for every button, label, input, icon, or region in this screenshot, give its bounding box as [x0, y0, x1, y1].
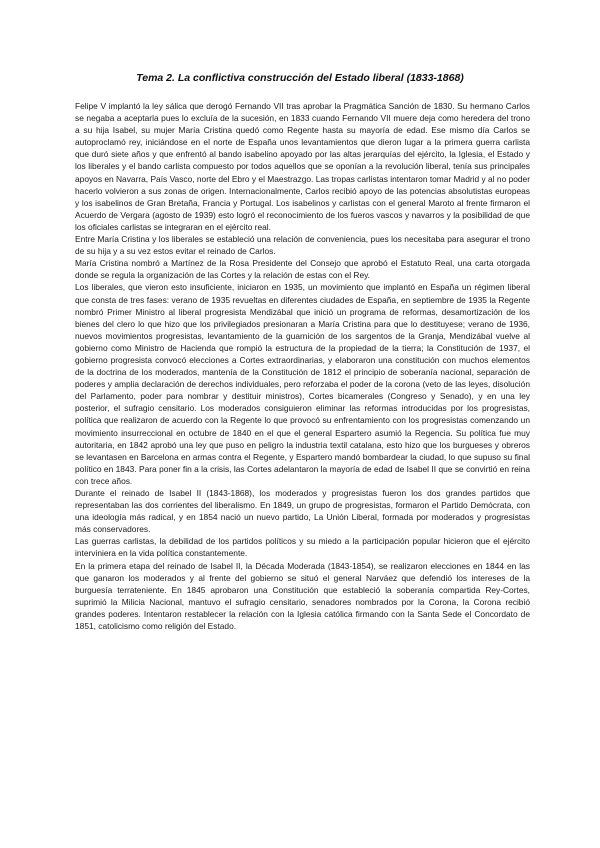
- paragraph: Durante el reinado de Isabel II (1843-1868), los moderados y progresistas fueron los dos grandes partidos que representaban las dos corrientes del liberalismo. En 1849, un grupo de progresistas, formaron el Partido Demócrata, con una ideología más radical, y en 1854 nació un nuevo partido, La Unión Liberal, formada por moderados y progresistas más conservadores.: [75, 488, 530, 535]
- paragraph: Felipe V implantó la ley sálica que derogó Fernando VII tras aprobar la Pragmática Sanción de 1830. Su hermano Carlos se negaba a aceptarla pues lo excluía de la sucesión, en 1833 cuando Fernando VII muere deja como heredera del trono a su hija Isabel, su mujer María Cristina quedó como Regente hasta su mayoría de edad. Ese mismo día Carlos se autoproclamó rey, iniciándose en el norte de España unos levantamientos que dieron lugar a la primera guerra carlista que duró siete años y que enfrentó al bando isabelino apoyado por las altas jerarquías del ejército, la Iglesia, el Estado y los liberales y el bando carlista compuesto por todos aquellos que se oponían a la revolución liberal, tenía sus principales apoyos en Navarra, País Vasco, norte del Ebro y el Maestrazgo. Las tropas carlistas intentaron tomar Madrid y al no poder hacerlo volvieron a sus zonas de origen. Internacionalmente, Carlos recibió apoyo de las potencias absolutistas europeas y los isabelinos de Gran Bretaña, Francia y Portugal. Los isabelinos y carlistas con el general Maroto al frente firmaron el Acuerdo de Vergara (agosto de 1939) esto logró el reconocimiento de los fueros vascos y navarros y la posibilidad de que los oficiales carlistas se integraran en el ejército real.: [75, 101, 530, 232]
- paragraph: En la primera etapa del reinado de Isabel II, la Década Moderada (1843-1854), se realizaron elecciones en 1844 en las que ganaron los moderados y al frente del gobierno se situó el general Narváez que defendió los intereses de la burguesía terrateniente. En 1845 aprobaron una Constitución que estableció la soberanía compartida Rey-Cortes, suprimió la Milicia Nacional, mantuvo el sufragio censitario, senadores nombrados por la Corona, la Corona recibió grandes poderes. Intentaron restablecer la relación con la Iglesia católica firmando con la Santa Sede el Concordato de 1851, catolicismo como religión del Estado.: [75, 560, 530, 632]
- paragraph: Entre María Cristina y los liberales se estableció una relación de conveniencia, pues los necesitaba para asegurar el trono de su hija y a su vez estos evitar el reinado de Carlos.: [75, 234, 530, 257]
- paragraph: María Cristina nombró a Martínez de la Rosa Presidente del Consejo que aprobó el Estatuto Real, una carta otorgada donde se regula la organización de las Cortes y la relación de estas con el Rey.: [75, 258, 530, 281]
- paragraph: Los liberales, que vieron esto insuficiente, iniciaron en 1935, un movimiento que implantó en España un régimen liberal que consta de tres fases: verano de 1935 revueltas en diferentes ciudades de España, en septiembre de 1935 la Regente nombró Primer Ministro al liberal progresista Mendizábal que inició un programa de reformas, desamortización de los bienes del clero lo que hizo que los privilegiados presionaran a María Cristina para que lo destituyese; verano de 1936, nuevos movimientos progresistas, levantamiento de la guarnición de los sargentos de la Granja, Mendizábal vuelve al gobierno como Ministro de Hacienda que rompió la estructura de la propiedad de la tierra; la Constitución de 1937, el gobierno progresista convocó elecciones a Cortes extraordinarias, y elaboraron una constitución con muchos elementos de la doctrina de los moderados, mantenía de la Constitución de 1812 el principio de soberanía nacional, separación de poderes y amplia declaración de derechos individuales, pero reforzaba el poder de la corona (veto de las leyes, disolución del Parlamento, poder para nombrar y destituir ministros), Cortes bicamerales (Congreso y Senado), y en una ley posterior, el sufragio censitario. Los moderados consiguieron eliminar las reformas introducidas por los progresistas, política que realizaron de acuerdo con la Regente lo que provocó su enfrentamiento con los progresistas comenzando un movimiento insurreccional en octubre de 1840 en el que el general Espartero asumió la Regencia. Su política fue muy autoritaria, en 1842 aprobó una ley que puso en peligro la industria textil catalana, esto hizo que los burgueses y obreros se levantasen en Barcelona en armas contra el Regente, y Espartero mandó bombardear la ciudad, lo que supuso su final político en 1843. Para poner fin a la crisis, las Cortes adelantaron la mayoría de edad de Isabel II que se convirtió en reina con trece años.: [75, 282, 530, 486]
- paragraph: Las guerras carlistas, la debilidad de los partidos políticos y su miedo a la participación popular hicieron que el ejército interviniera en la vida política constantemente.: [75, 536, 530, 559]
- document-body: [75, 100, 530, 632]
- document-title: Tema 2. La conflictiva construcción del Estado liberal (1833-1868): [136, 72, 464, 84]
